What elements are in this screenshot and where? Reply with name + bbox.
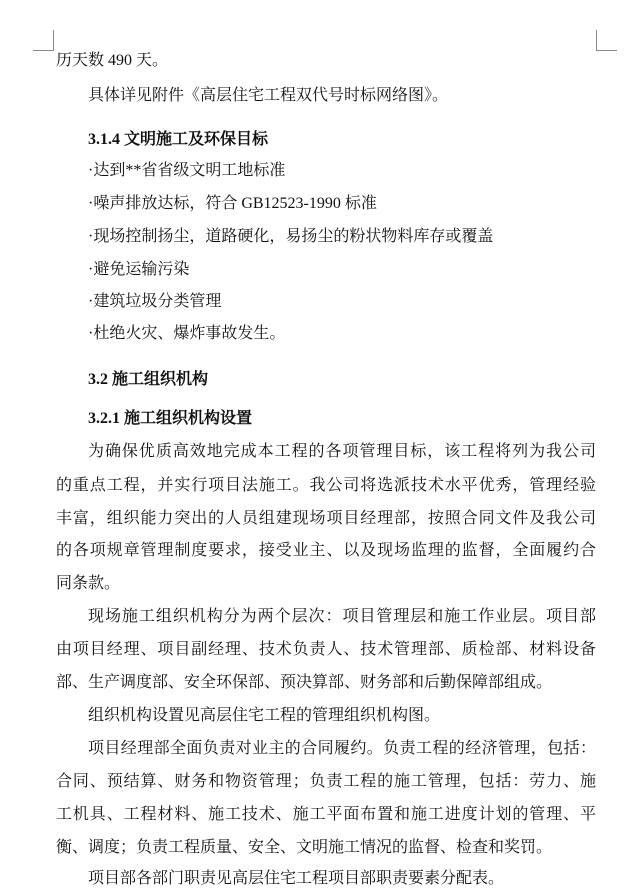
section-heading: 3.1.4 文明施工及环保目标 — [88, 131, 269, 148]
paragraph-line: 的重点工程，并实行项目法施工。我公司将选派技术水平优秀，管理经验 — [56, 477, 596, 494]
bullet-item: ·达到**省省级文明工地标准 — [88, 162, 286, 179]
bullet-item: ·杜绝火灾、爆炸事故发生。 — [88, 325, 286, 342]
paragraph-line: 丰富，组织能力突出的人员组建现场项目经理部，按照合同文件及我公司 — [56, 510, 596, 527]
paragraph-line: 同条款。 — [56, 575, 121, 592]
paragraph-line: 部、生产调度部、安全环保部、预决算部、财务部和后勤保障部组成。 — [56, 674, 553, 691]
body-text: 具体详见附件《高层住宅工程双代号时标网络图》。 — [88, 87, 449, 104]
paragraph-line: 项目经理部全面负责对业主的合同履约。负责工程的经济管理，包括： — [88, 740, 596, 757]
paragraph-line: 的各项规章管理制度要求，接受业主、以及现场监理的监督，全面履约合 — [56, 542, 596, 559]
section-heading: 3.2.1 施工组织机构设置 — [88, 410, 253, 427]
paragraph-line: 组织机构设置见高层住宅工程的管理组织机构图。 — [88, 707, 441, 724]
section-heading: 3.2 施工组织机构 — [88, 371, 209, 388]
bullet-item: ·避免运输污染 — [88, 261, 190, 278]
bullet-item: ·噪声排放达标，符合 GB12523-1990 标准 — [88, 195, 377, 212]
bullet-item: ·建筑垃圾分类管理 — [88, 293, 222, 310]
crop-mark-top-left — [33, 30, 54, 51]
paragraph-line: 合同、预结算、财务和物资管理；负责工程的施工管理，包括：劳力、施 — [56, 773, 596, 790]
body-text: 历天数 490 天。 — [56, 52, 169, 69]
bullet-item: ·现场控制扬尘，道路硬化，易扬尘的粉状物料库存或覆盖 — [88, 228, 494, 245]
paragraph-line: 为确保优质高效地完成本工程的各项管理目标，该工程将列为我公司 — [88, 443, 596, 460]
paragraph-line: 现场施工组织机构分为两个层次：项目管理层和施工作业层。项目部 — [88, 608, 596, 625]
paragraph-line: 工机具、工程材料、施工技术、施工平面布置和施工进度计划的管理、平 — [56, 806, 596, 823]
crop-mark-top-right — [596, 30, 617, 51]
paragraph-line: 由项目经理、项目副经理、技术负责人、技术管理部、质检部、材料设备 — [56, 641, 596, 658]
paragraph-line: 衡、调度；负责工程质量、安全、文明施工情况的监督、检查和奖罚。 — [56, 839, 553, 856]
paragraph-line: 项目部各部门职责见高层住宅工程项目部职责要素分配表。 — [88, 870, 505, 887]
